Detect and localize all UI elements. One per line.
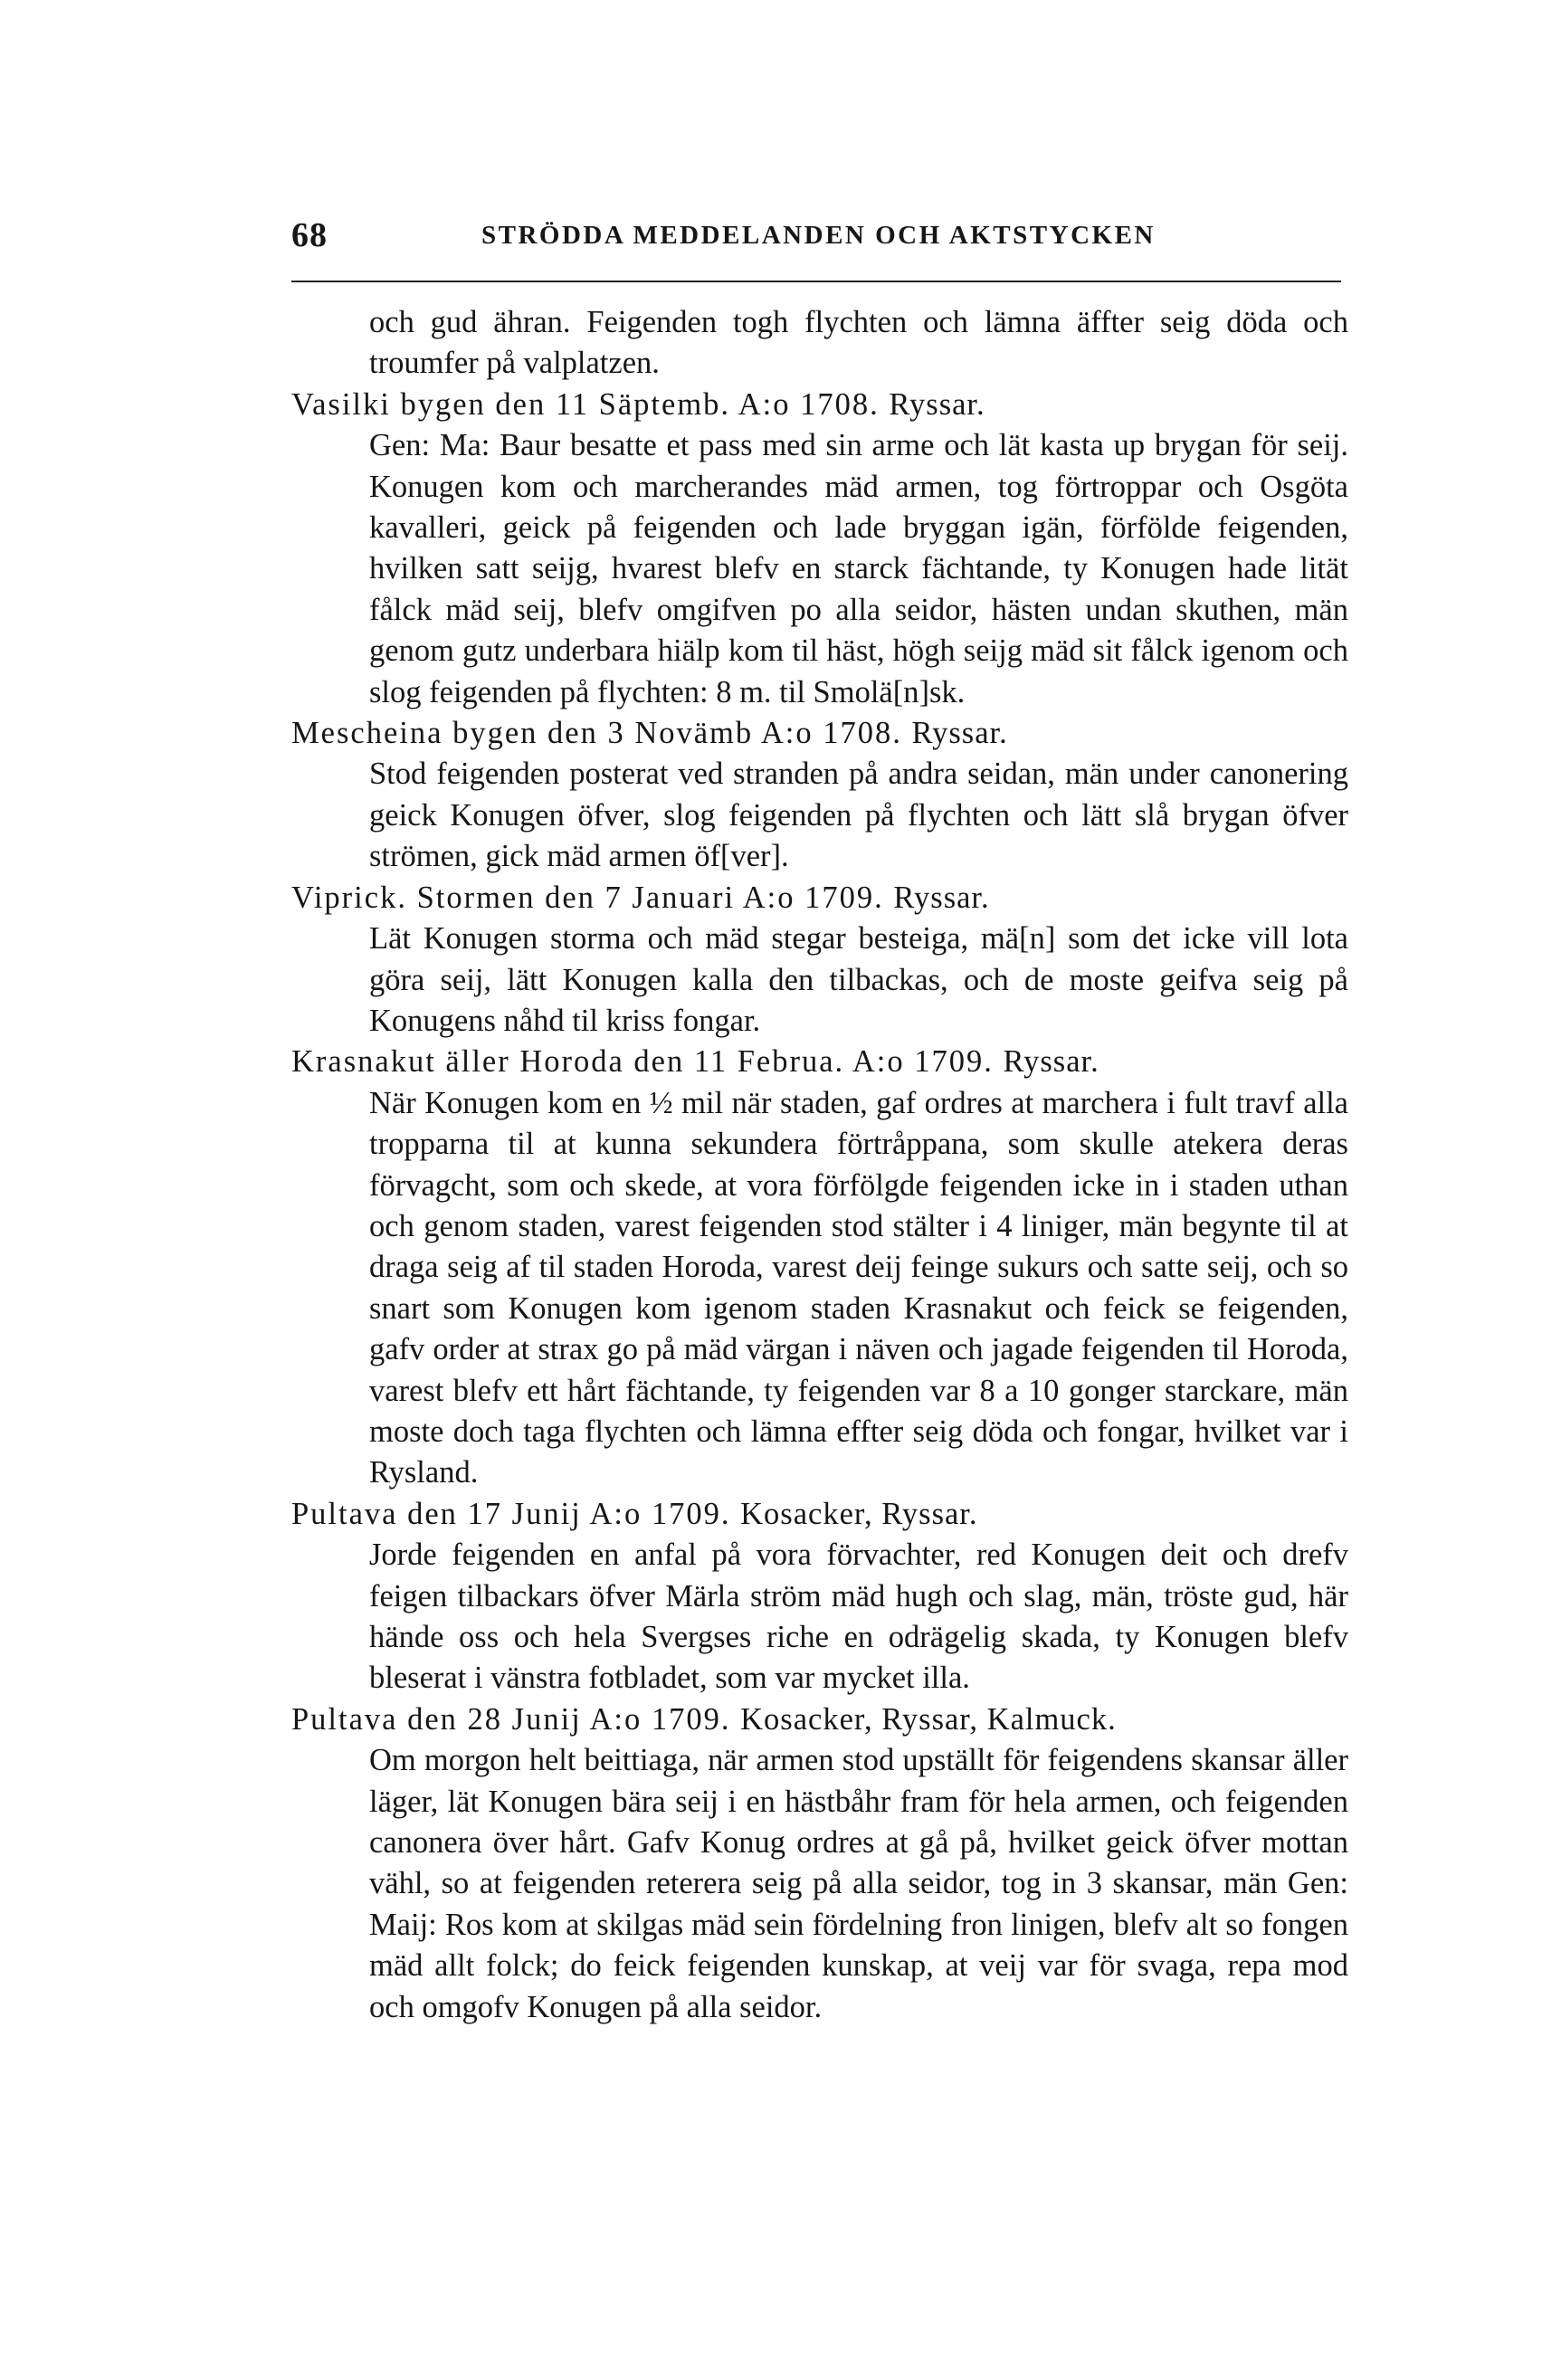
entry-heading-text: Krasnakut äller Horoda den 11 Februa. A:o 1709. — [291, 1044, 994, 1080]
entry-body: När Konugen kom en ½ mil när staden, gaf ordres at marchera i fult travf alla tropparna til at kunna sekundera förtråppana, som skulle atekera deras förvagcht, som och skede, at vora förfölgde feigenden icke in i staden uthan och genom staden, varest feigenden stod stälter i 4 liniger, män begynte til at draga seig af til staden Horoda, varest deij feinge sukurs och satte seij, och so snart som Konugen kom igenom staden Krasnakut och feick se feigenden, gafv order at strax go på mäd värgan i näven och jagade feigenden til Horoda, varest blefv ett hårt fächtande, ty feigenden var 8 a 10 gonger starckare, män moste doch taga flychten och lämna effter seig döda och fongar, hvilket var i Rysland. — [369, 1085, 1348, 1490]
entry-heading — [291, 385, 1348, 425]
entry-pultava-28 — [291, 1699, 1348, 2028]
entry-vasilki — [291, 385, 1348, 713]
entry-body: Jorde feigenden en anfal på vora förvachter, red Konugen deit och drefv feigen tilbackars öfver Märla ström mäd hugh och slag, män, tröste gud, här hände oss och hela Svergses riche en odrägelig skada, ty Konugen blefv bleserat i vänstra fotbladet, som var mycket illa. — [369, 1537, 1348, 1696]
header-rule — [291, 281, 1341, 282]
entry-heading-text: Pultava den 28 Junij A:o 1709. — [291, 1701, 731, 1737]
body-text — [291, 302, 1348, 2028]
page-number: 68 — [291, 216, 328, 254]
entry-mescheina — [291, 713, 1348, 878]
entry-heading — [291, 878, 1348, 919]
entry-heading — [291, 1042, 1348, 1082]
page-header — [291, 215, 1341, 270]
entry-heading-text: Vasilki bygen den 11 Säptemb. A:o 1708. — [291, 386, 880, 422]
entry-viprick — [291, 878, 1348, 1042]
entry-pultava-17 — [291, 1494, 1348, 1699]
entry-krasnakut — [291, 1042, 1348, 1493]
entry-heading-tail: Kosacker, Ryssar. — [740, 1496, 978, 1531]
entry-heading — [291, 1494, 1348, 1535]
entry-heading — [291, 1699, 1348, 1740]
entry-body: Stod feigenden posterat ved stranden på andra seidan, män under canonering geick Konugen öfver, slog feigenden på flychten och lätt slå brygan öfver strömen, gick mäd armen öf[ver]. — [369, 757, 1348, 874]
entry-heading-tail: Kosacker, Ryssar, Kalmuck. — [740, 1701, 1117, 1737]
entry-heading-tail: Ryssar. — [1003, 1044, 1099, 1080]
entry-body: Gen: Ma: Baur besatte et pass med sin arme och lät kasta up brygan för seij. Konugen kom och marcherandes mäd armen, tog förtroppar och Osgöta kavalleri, geick på feigenden och lade bryggan igän, förfölde feigenden, hvilken satt seijg, hvarest blefv en starck fächtande, ty Konugen hade lität fålck mäd seij, blefv omgifven po alla seidor, hästen undan skuthen, män genom gutz underbara hiälp kom til häst, högh seijg mäd sit fålck igenom och slog feigenden på flychten: 8 m. til Smolä[n]sk. — [369, 428, 1348, 709]
running-title: STRÖDDA MEDDELANDEN OCH AKTSTYCKEN — [481, 221, 1156, 250]
entry-heading — [291, 713, 1348, 754]
entry-heading-text: Mescheina bygen den 3 Novämb A:o 1708. — [291, 716, 902, 751]
entry-heading-tail: Ryssar. — [893, 880, 990, 915]
entry-heading-tail: Ryssar. — [889, 386, 985, 422]
continuation-paragraph: och gud ähran. Feigenden togh flychten och lämna äffter seig döda och troumfer på valplatzen. — [369, 305, 1348, 381]
entry-body: Om morgon helt beittiaga, när armen stod upställt för feigendens skansar äller läger, lät Konugen bära seij i en hästbåhr fram för hela armen, och feigenden canonera över hårt. Gafv Konug ordres at gå på, hvilket geick öfver mottan vähl, so at feigenden reterera seig på alla seidor, tog in 3 skansar, män Gen: Maij: Ros kom at skilgas mäd sein fördelning fron linigen, blefv alt so fongen mäd allt folck; do feick feigenden kunskap, at veij var för svaga, repa mod och omgofv Konugen på alla seidor. — [369, 1743, 1348, 2024]
entry-body: Lät Konugen storma och mäd stegar besteiga, mä[n] som det icke vill lota göra seij, lätt Konugen kalla den tilbackas, och de moste geifva seig på Konugens nåhd til kriss fongar. — [369, 921, 1348, 1038]
entry-heading-tail: Ryssar. — [911, 716, 1008, 751]
entry-heading-text: Pultava den 17 Junij A:o 1709. — [291, 1496, 731, 1531]
entry-heading-text: Viprick. Stormen den 7 Januari A:o 1709. — [291, 880, 884, 915]
